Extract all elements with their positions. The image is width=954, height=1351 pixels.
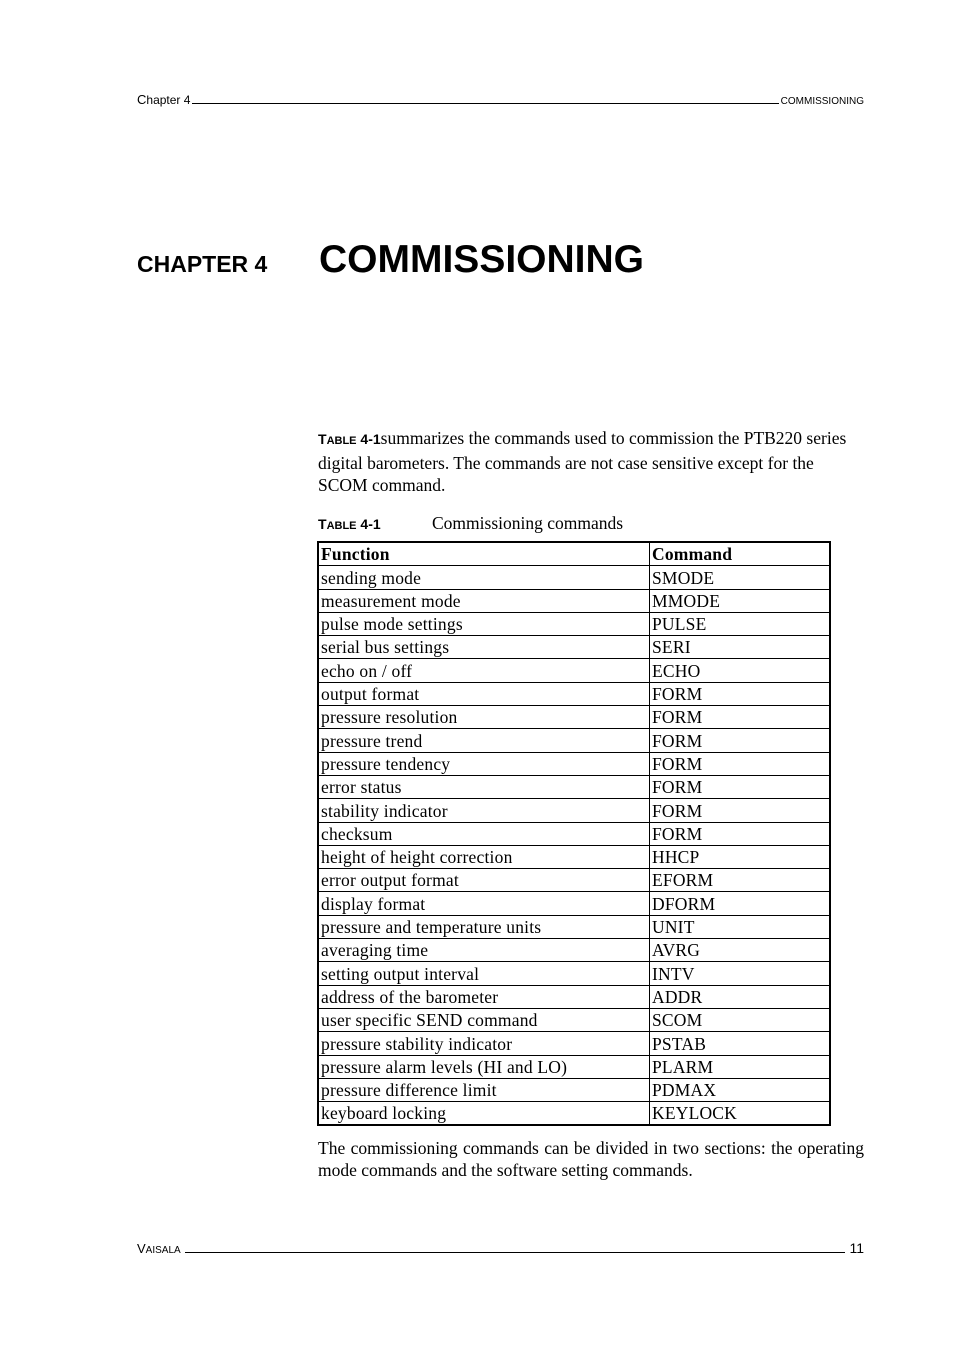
footer-rule xyxy=(185,1252,846,1253)
table-row xyxy=(318,1008,830,1031)
command-cell: FORM xyxy=(650,775,831,798)
command-cell: PDMAX xyxy=(650,1078,831,1101)
column-header-function: Function xyxy=(318,542,650,566)
header-rule xyxy=(192,103,778,104)
command-cell: FORM xyxy=(650,799,831,822)
function-cell: measurement mode xyxy=(318,589,650,612)
table-row xyxy=(318,962,830,985)
table-row xyxy=(318,1032,830,1055)
function-cell: averaging time xyxy=(318,939,650,962)
command-cell: DFORM xyxy=(650,892,831,915)
function-cell: echo on / off xyxy=(318,659,650,682)
closing-paragraph: The commissioning commands can be divided in two sections: the operating mode commands and the software setting commands. xyxy=(318,1138,864,1180)
table-row xyxy=(318,682,830,705)
table-row xyxy=(318,799,830,822)
table-row xyxy=(318,752,830,775)
command-cell: FORM xyxy=(650,752,831,775)
table-row xyxy=(318,1102,830,1126)
header-section: COMMISSIONING xyxy=(780,96,864,107)
function-cell: pressure tendency xyxy=(318,752,650,775)
function-cell: serial bus settings xyxy=(318,636,650,659)
function-cell: output format xyxy=(318,682,650,705)
table-reference: TABLE 4-1 xyxy=(318,431,381,447)
chapter-title: COMMISSIONING xyxy=(319,238,645,281)
table-caption xyxy=(318,513,623,534)
function-cell: display format xyxy=(318,892,650,915)
table-row xyxy=(318,869,830,892)
footer-company: VAISALA xyxy=(137,1241,181,1256)
function-cell: pressure stability indicator xyxy=(318,1032,650,1055)
command-cell: HHCP xyxy=(650,845,831,868)
command-cell: INTV xyxy=(650,962,831,985)
intro-paragraph xyxy=(318,427,864,496)
table-row xyxy=(318,1055,830,1078)
table-row xyxy=(318,589,830,612)
command-cell: SERI xyxy=(650,636,831,659)
column-header-command: Command xyxy=(650,542,831,566)
commands-table xyxy=(317,541,831,1126)
table-row xyxy=(318,612,830,635)
command-cell: KEYLOCK xyxy=(650,1102,831,1126)
function-cell: keyboard locking xyxy=(318,1102,650,1126)
function-cell: pulse mode settings xyxy=(318,612,650,635)
table-row xyxy=(318,985,830,1008)
table-row xyxy=(318,659,830,682)
command-cell: FORM xyxy=(650,706,831,729)
command-cell: UNIT xyxy=(650,915,831,938)
function-cell: pressure alarm levels (HI and LO) xyxy=(318,1055,650,1078)
function-cell: checksum xyxy=(318,822,650,845)
command-cell: FORM xyxy=(650,822,831,845)
command-cell: SMODE xyxy=(650,566,831,589)
page-number: 11 xyxy=(849,1240,864,1256)
command-cell: PULSE xyxy=(650,612,831,635)
function-cell: pressure resolution xyxy=(318,706,650,729)
function-cell: address of the barometer xyxy=(318,985,650,1008)
table-row xyxy=(318,892,830,915)
command-cell: PLARM xyxy=(650,1055,831,1078)
function-cell: error status xyxy=(318,775,650,798)
command-cell: ADDR xyxy=(650,985,831,1008)
table-caption-label: TABLE 4-1 xyxy=(318,516,381,532)
table-row xyxy=(318,822,830,845)
chapter-heading xyxy=(137,238,644,282)
command-cell: PSTAB xyxy=(650,1032,831,1055)
table-row xyxy=(318,1078,830,1101)
table-row xyxy=(318,845,830,868)
command-cell: FORM xyxy=(650,729,831,752)
command-cell: SCOM xyxy=(650,1008,831,1031)
header-chapter: Chapter 4 xyxy=(137,92,191,107)
table-row xyxy=(318,566,830,589)
command-cell: ECHO xyxy=(650,659,831,682)
table-caption-text: Commissioning commands xyxy=(432,513,624,533)
table-row xyxy=(318,939,830,962)
function-cell: height of height correction xyxy=(318,845,650,868)
function-cell: setting output interval xyxy=(318,962,650,985)
function-cell: pressure difference limit xyxy=(318,1078,650,1101)
command-cell: MMODE xyxy=(650,589,831,612)
table-row xyxy=(318,706,830,729)
function-cell: user specific SEND command xyxy=(318,1008,650,1031)
table-row xyxy=(318,775,830,798)
chapter-label: CHAPTER 4 xyxy=(137,251,268,277)
command-cell: FORM xyxy=(650,682,831,705)
intro-text: summarizes the commands used to commission the PTB220 series digital barometers. The commands are not case sensitive except for the SCOM command. xyxy=(318,428,847,495)
function-cell: pressure trend xyxy=(318,729,650,752)
function-cell: stability indicator xyxy=(318,799,650,822)
running-header xyxy=(137,92,864,107)
running-footer xyxy=(137,1240,864,1256)
table-header-row xyxy=(318,542,830,566)
function-cell: error output format xyxy=(318,869,650,892)
command-cell: AVRG xyxy=(650,939,831,962)
table-row xyxy=(318,915,830,938)
command-cell: EFORM xyxy=(650,869,831,892)
table-row xyxy=(318,729,830,752)
table-body xyxy=(318,566,830,1126)
function-cell: sending mode xyxy=(318,566,650,589)
function-cell: pressure and temperature units xyxy=(318,915,650,938)
table-row xyxy=(318,636,830,659)
